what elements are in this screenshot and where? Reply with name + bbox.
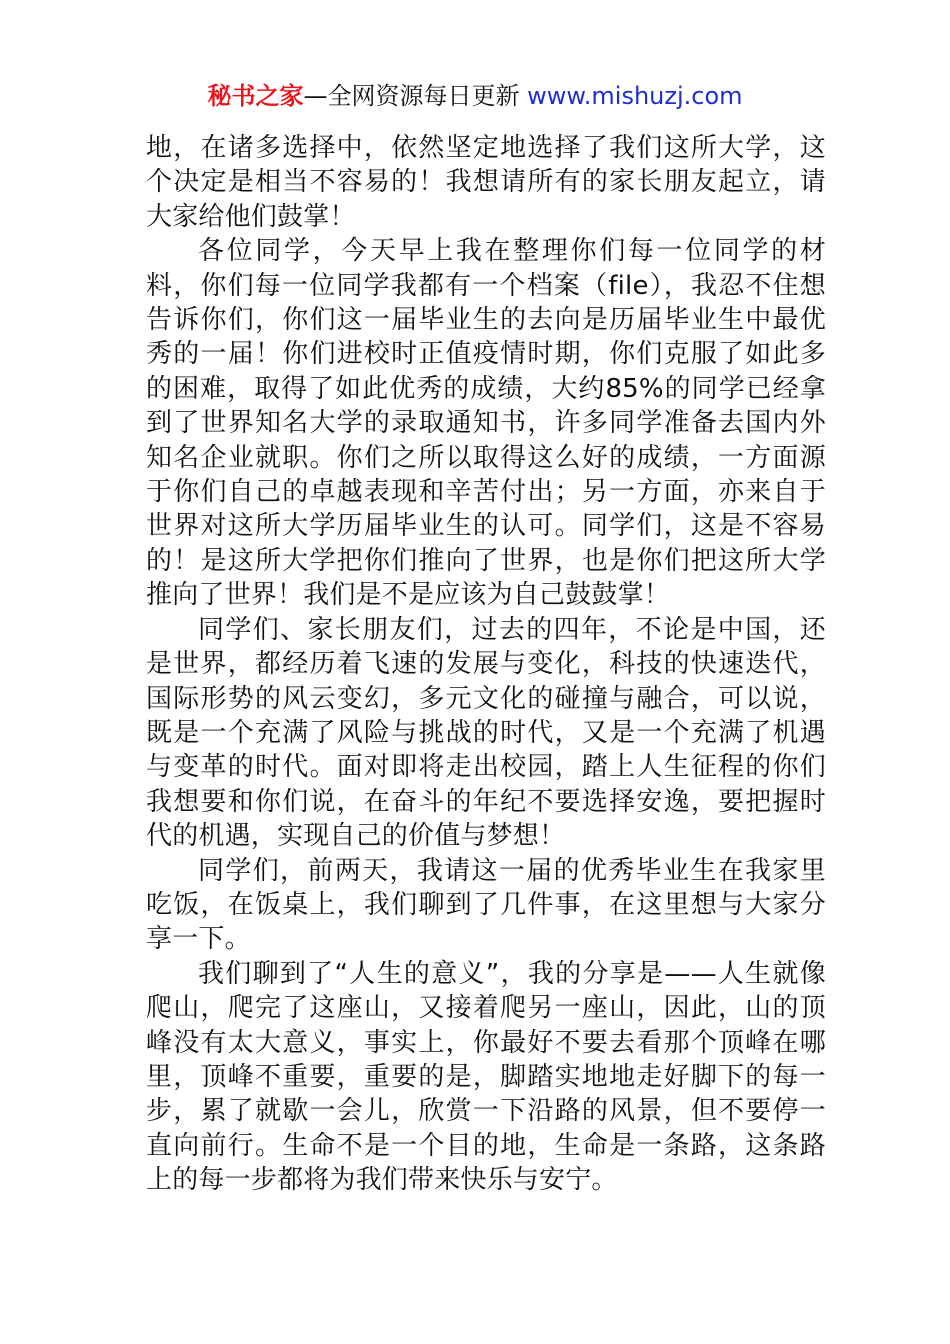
- site-url-link[interactable]: www.mishuzj.com: [527, 82, 743, 110]
- header-tagline: —全网资源每日更新: [303, 82, 528, 110]
- paragraph-3: 同学们、家长朋友们，过去的四年，不论是中国，还是世界，都经历着飞速的发展与变化，科技的快速迭代，国际形势的风云变幻，多元文化的碰撞与融合，可以说，既是一个充满了风险与挑战的时代，又是一个充满了机遇与变革的时代。面对即将走出校园，踏上人生征程的你们我想要和你们说，在奋斗的年纪不要选择安逸，要把握时代的机遇，实现自己的价值与梦想！: [146, 614, 826, 852]
- paragraph-5: 我们聊到了“人生的意义”，我的分享是——人生就像爬山，爬完了这座山，又接着爬另一座山，因此，山的顶峰没有太大意义，事实上，你最好不要去看那个顶峰在哪里，顶峰不重要，重要的是，脚踏实地地走好脚下的每一步，累了就歇一会儿，欣赏一下沿路的风景，但不要停一直向前行。生命不是一个目的地，生命是一条路，这条路上的每一步都将为我们带来快乐与安宁。: [146, 958, 826, 1196]
- brand-name: 秘书之家: [207, 82, 304, 110]
- paragraph-4: 同学们，前两天，我请这一届的优秀毕业生在我家里吃饭，在饭桌上，我们聊到了几件事，在这里想与大家分享一下。: [146, 855, 826, 955]
- document-body: [146, 131, 826, 1198]
- paragraph-1: 地，在诸多选择中，依然坚定地选择了我们这所大学，这个决定是相当不容易的！我想请所有的家长朋友起立，请大家给他们鼓掌！: [146, 133, 826, 232]
- page-header: [0, 80, 950, 112]
- paragraph-2: 各位同学，今天早上我在整理你们每一位同学的材料，你们每一位同学我都有一个档案（file），我忍不住想告诉你们，你们这一届毕业生的去向是历届毕业生中最优秀的一届！你们进校时正值疫情时期，你们克服了如此多的困难，取得了如此优秀的成绩，大约85%的同学已经拿到了世界知名大学的录取通知书，许多同学准备去国内外知名企业就职。你们之所以取得这么好的成绩，一方面源于你们自己的卓越表现和辛苦付出；另一方面，亦来自于世界对这所大学历届毕业生的认可。同学们，这是不容易的！是这所大学把你们推向了世界，也是你们把这所大学推向了世界！我们是不是应该为自己鼓鼓掌！: [146, 236, 826, 611]
